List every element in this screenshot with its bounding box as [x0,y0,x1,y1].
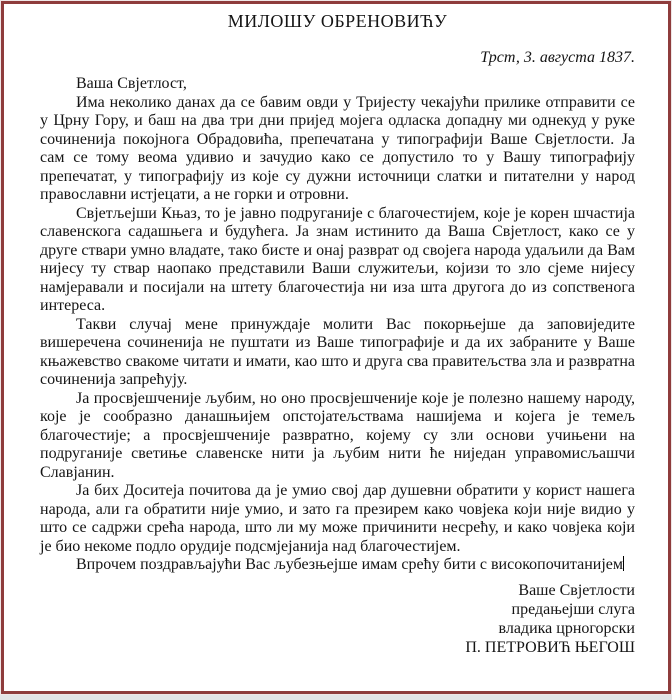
signature-block [40,581,635,657]
signature-line: П. ПЕТРОВИЋ ЊЕГОШ [465,638,635,656]
signature-line: владика црногорски [498,619,635,637]
letter-paragraph: Свјетљејши Књаз, то је јавно подруганије с благочестијем, које је корен шчастија славенскога садашњега и будућега. Ја знам истинито да Ваша Свјетлост, како се у друге ствари умно владате, тако бисте и онај разврат од својега народа удаљили да Вам нијесу ту ствар наопако представили Ваши служитељи, којизи то зло сјеме нијесу намјеравали и посијали на штету благочестија ни иза шта другога до из сопственога интереса. [40,204,635,314]
letter-title: МИЛОШУ ОБРЕНОВИЋУ [227,11,448,31]
text-cursor [623,556,624,571]
letter-salutation: Ваша Свјетлост, [76,75,187,92]
text-editing-area[interactable] [4,4,668,691]
letter-paragraph: Има неколико данах да се бавим овди у Тријесту чекајући прилике отправити се у Црну Гору, и баш на два три дни пријед мојега одласка допадну ми однекуд у руке сочиненија покојнога Обрадовића, препечатана у типографији Ваше Свјетлости. Ја сам се тому веома удивио и зачудио како се допустило то у Вашу типографију препечатат, у типографију из које су дужни источници слатки и питателни у народ православни истјецати, а не горки и отровни. [40,93,635,203]
letter-paragraph [40,556,635,575]
document-page [1,1,671,694]
letter-paragraph: Ја просвјешченије љубим, но оно просвјешченије које је полезно нашему народу, које је сообразно данашњијем опстојатељствама нашијема и којега је темељ благочестије; а просвјешченије развратно, којему су зли основи учињени на подруганије светиње славенске нити ја љубим нити ће ниједан управомисљашчи Славјанин. [40,389,635,481]
signature-line: предањејши слуга [511,600,635,618]
letter-dateline: Трст, 3. августа 1837. [480,49,635,66]
letter-paragraph: Такви случај мене принуждаје молити Вас покорњејше да заповиједите вишеречена сочиненија не пуштати из Ваше типографије и да их забраните у Ваше књажевство свакоме читати и имати, као што и друга сва правитељства зла и развратна сочиненија запрећују. [40,315,635,388]
letter-paragraph: Ја бих Доситеја почитова да је умио свој дар душевни обратити у корист нашега народа, али га обратити није умио, и зато га презирем како човјека који није видио у што се садржи срећа народа, што ли му може причинити несрећу, и како човјека који је био некоме подло орудије подсмјејанија над благочестијем. [40,482,635,555]
signature-line: Ваше Свјетлости [518,581,635,599]
letter-paragraph-text: Впрочем поздрављајући Вас љубезњејше имам срећу бити с високопочитанијем [76,556,623,573]
